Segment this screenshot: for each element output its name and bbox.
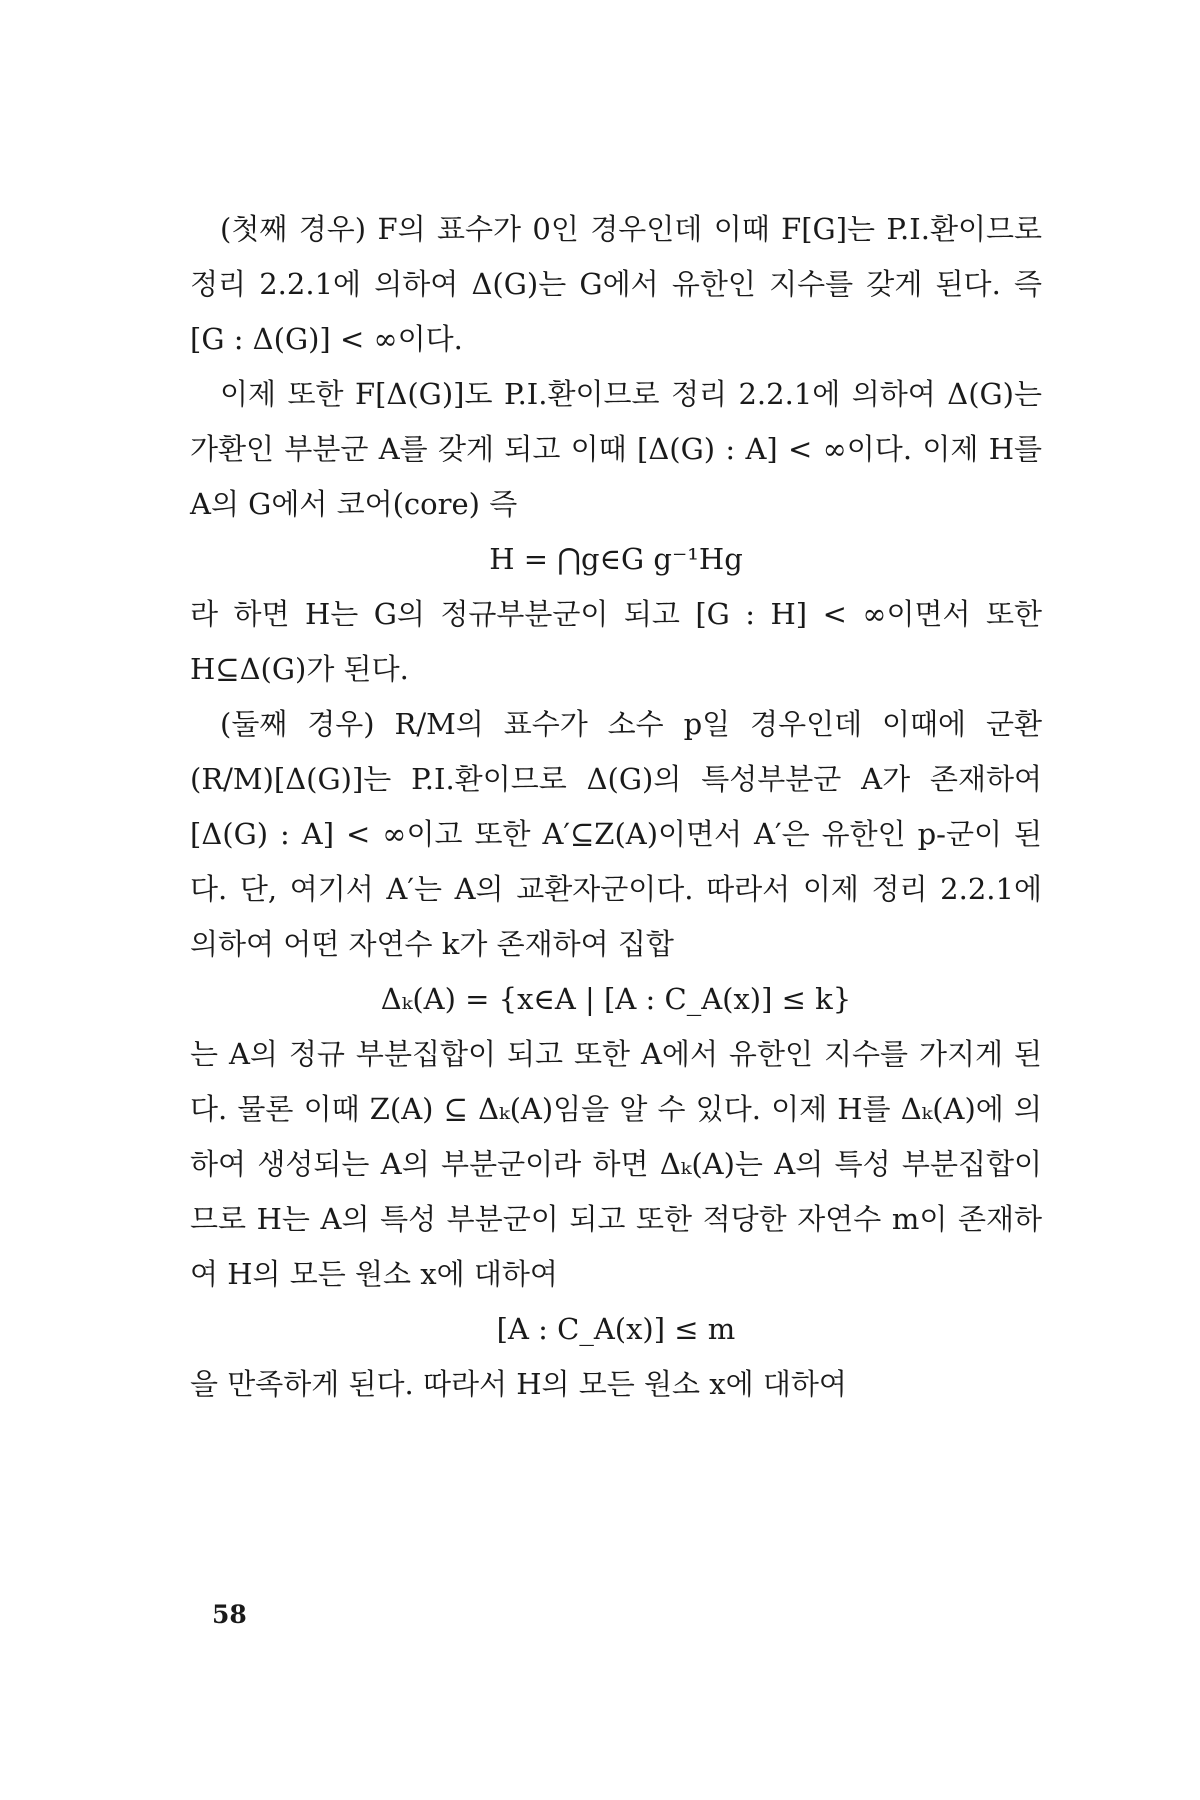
equation-index-bound: [A : C_A(x)] ≤ m (496, 1312, 736, 1346)
paragraph-second-case: (둘째 경우) R/M의 표수가 소수 p일 경우인데 이때에 군환 (R/M)[Δ(G)]는 P.I.환이므로 Δ(G)의 특성부분군 A가 존재하여 [Δ(G) : A] < ∞이고 또한 A′⊆Z(A)이면서 A′은 유한인 p-군이 된다. 단, 여기서 A′는 A의 교환자군이다. 따라서 이제 정리 2.2.1에 의하여 어떤 자연수 k가 존재하여 집합 (190, 707, 1042, 961)
paragraph-core-definition: 이제 또한 F[Δ(G)]도 P.I.환이므로 정리 2.2.1에 의하여 Δ(G)는 가환인 부분군 A를 갖게 되고 이때 [Δ(G) : A] < ∞이다. 이제 H를 A의 G에서 코어(core) 즉 (190, 377, 1042, 521)
page-number: 58 (212, 1600, 247, 1629)
body-text (190, 202, 1042, 1412)
paragraph-first-case: (첫째 경우) F의 표수가 0인 경우인데 이때 F[G]는 P.I.환이므로 정리 2.2.1에 의하여 Δ(G)는 G에서 유한인 지수를 갖게 된다. 즉 [G : Δ(G)] < ∞이다. (190, 212, 1042, 356)
paragraph-characteristic-subgroup: 는 A의 정규 부분집합이 되고 또한 A에서 유한인 지수를 가지게 된다. 물론 이때 Z(A) ⊆ Δₖ(A)임을 알 수 있다. 이제 H를 Δₖ(A)에 의하여 생성되는 A의 부분군이라 하면 Δₖ(A)는 A의 특성 부분집합이므로 H는 A의 특성 부분군이 되고 또한 적당한 자연수 m이 존재하여 H의 모든 원소 x에 대하여 (190, 1037, 1042, 1291)
paragraph-conclusion: 을 만족하게 된다. 따라서 H의 모든 원소 x에 대하여 (190, 1367, 847, 1401)
equation-core: H = ⋂g∈G g⁻¹Hg (489, 542, 743, 576)
equation-delta-k: Δₖ(A) = {x∈A | [A : C_A(x)] ≤ k} (380, 982, 852, 1016)
paragraph-normal-subgroup: 라 하면 H는 G의 정규부분군이 되고 [G : H] < ∞이면서 또한 H⊆Δ(G)가 된다. (190, 597, 1042, 686)
